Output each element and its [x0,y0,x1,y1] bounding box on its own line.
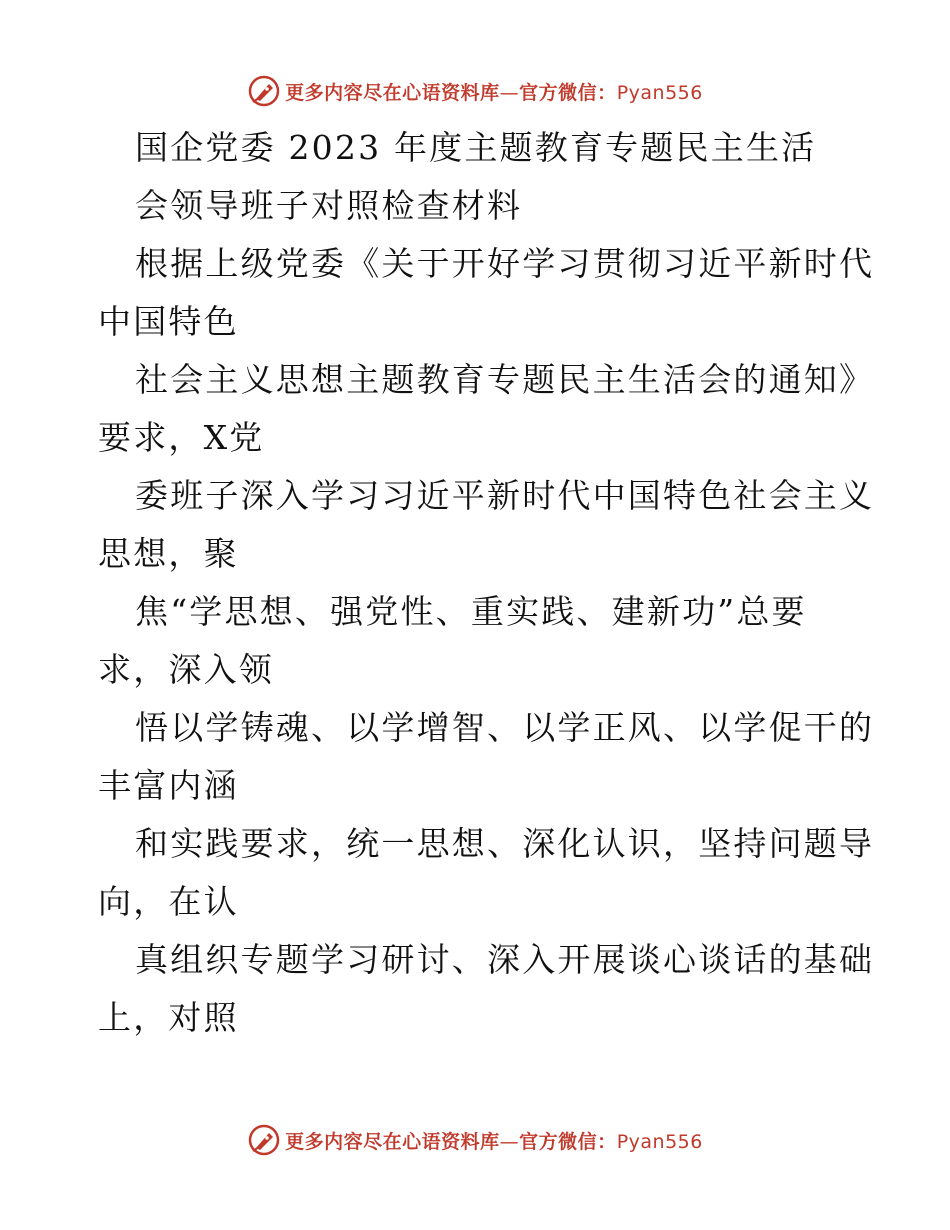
watermark-text [285,1127,703,1154]
watermark-wechat-id: Pyan556 [616,81,703,104]
paragraph-line: 求，深入领 [98,650,274,689]
watermark-wechat-id: Pyan556 [616,1130,703,1153]
pen-nib-logo-icon [247,1123,281,1157]
watermark-label: 官方微信： [519,1130,617,1153]
title-line-1: 国企党委 2023 年度主题教育专题民主生活 [135,128,817,167]
paragraph-line: 焦“学思想、强党性、重实践、建新功”总要 [135,592,807,631]
paragraph-line: 委班子深入学习习近平新时代中国特色社会主义 [135,476,875,515]
watermark-brand: 更多内容尽在心语资料库 [285,81,500,104]
paragraph-line: 真组织专题学习研讨、深入开展谈心谈话的基础 [135,940,875,979]
watermark-text [285,78,703,105]
watermark-dash: — [499,1130,520,1153]
header-watermark [0,71,950,111]
paragraph-line: 根据上级党委《关于开好学习贯彻习近平新时代 [135,244,875,283]
paragraph-line: 丰富内涵 [98,766,239,805]
watermark-label: 官方微信： [519,81,617,104]
paragraph-line: 上，对照 [98,998,239,1037]
pen-nib-logo-icon [247,74,281,108]
watermark-brand: 更多内容尽在心语资料库 [285,1130,500,1153]
watermark-dash: — [499,81,520,104]
paragraph-line: 和实践要求，统一思想、深化认识，坚持问题导 [135,824,875,863]
paragraph-line: 中国特色 [98,302,239,341]
paragraph-line: 向，在认 [98,882,239,921]
paragraph-line: 社会主义思想主题教育专题民主生活会的通知》 [135,360,875,399]
title-line-2: 会领导班子对照检查材料 [135,186,523,225]
paragraph-line: 要求，X党 [98,418,265,457]
footer-watermark [0,1120,950,1160]
paragraph-line: 思想，聚 [98,534,239,573]
paragraph-line: 悟以学铸魂、以学增智、以学正风、以学促干的 [135,708,875,747]
